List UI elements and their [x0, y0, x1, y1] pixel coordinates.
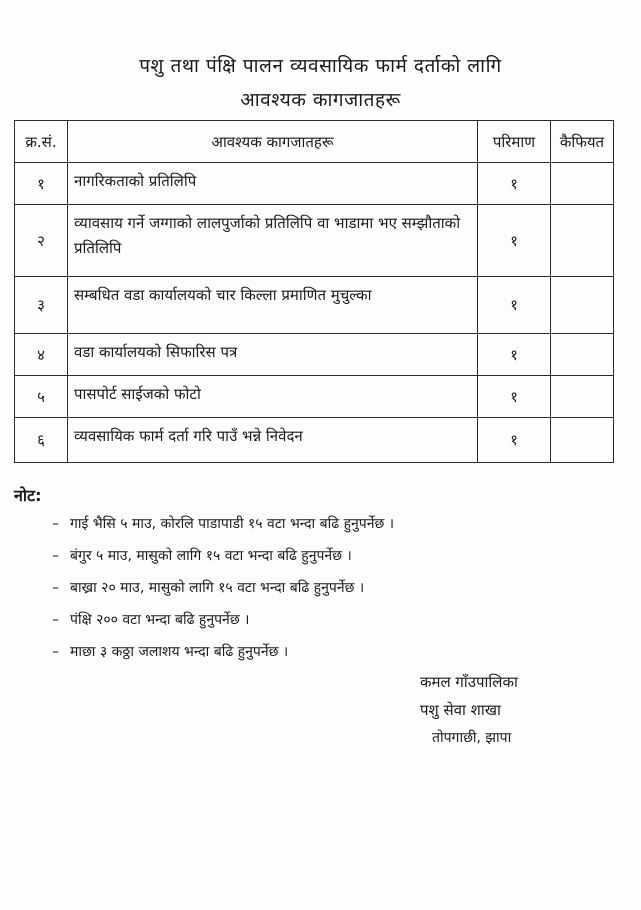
- row-sn: १: [15, 163, 68, 205]
- required-documents-table: [14, 120, 614, 463]
- table-row: [15, 277, 614, 334]
- note-text: माछा ३ कठ्ठा जलाशय भन्दा बढि हुनुपर्नेछ ।: [70, 644, 289, 660]
- row-quantity: १: [478, 277, 551, 334]
- row-document: व्यवसायिक फार्म दर्ता गरि पाउँ भन्ने निवेदन: [68, 418, 478, 463]
- notes-list: [52, 508, 622, 668]
- row-sn: ५: [15, 376, 68, 418]
- list-item: [52, 572, 622, 604]
- header-sn: क्र.सं.: [15, 121, 68, 163]
- row-remarks: [551, 205, 614, 277]
- list-item: [52, 508, 622, 540]
- dash-bullet: –: [52, 644, 59, 660]
- list-item: [52, 604, 622, 636]
- section-name: पशु सेवा शाखा: [420, 701, 501, 719]
- document-title: पशु तथा पंक्षि पालन व्यवसायिक फार्म दर्ताको लागि: [139, 55, 502, 77]
- row-quantity: १: [478, 376, 551, 418]
- list-item: [52, 636, 622, 668]
- row-document: नागरिकताको प्रतिलिपि: [68, 163, 478, 205]
- header-document: आवश्यक कागजातहरू: [68, 121, 478, 163]
- dash-bullet: –: [52, 580, 59, 596]
- row-remarks: [551, 163, 614, 205]
- row-sn: २: [15, 205, 68, 277]
- row-quantity: १: [478, 205, 551, 277]
- list-item: [52, 540, 622, 572]
- row-document: व्यावसाय गर्ने जग्गाको लालपुर्जाको प्रतिलिपि वा भाडामा भए सम्झौताको प्रतिलिपि: [68, 205, 478, 277]
- dash-bullet: –: [52, 548, 59, 564]
- document-subtitle: आवश्यक कागजातहरू: [240, 89, 401, 111]
- note-text: गाई भैसि ५ माउ, कोरलि पाडापाडी १५ वटा भन्दा बढि हुनुपर्नेछ ।: [70, 516, 395, 532]
- table-row: [15, 376, 614, 418]
- signature-block: [420, 668, 518, 752]
- table-header-row: [15, 121, 614, 163]
- dash-bullet: –: [52, 516, 59, 532]
- row-document: सम्बधित वडा कार्यालयको चार किल्ला प्रमाणित मुचुल्का: [68, 277, 478, 334]
- header-remarks: कैफियत: [551, 121, 614, 163]
- row-remarks: [551, 277, 614, 334]
- note-text: बाख्रा २० माउ, मासुको लागि १५ वटा भन्दा बढि हुनुपर्नेछ ।: [70, 580, 365, 596]
- office-address: तोपगाछी, झापा: [432, 730, 512, 746]
- row-remarks: [551, 334, 614, 376]
- header-quantity: परिमाण: [478, 121, 551, 163]
- row-remarks: [551, 376, 614, 418]
- row-sn: ३: [15, 277, 68, 334]
- row-sn: ४: [15, 334, 68, 376]
- office-name: कमल गाँउपालिका: [420, 673, 518, 691]
- row-quantity: १: [478, 334, 551, 376]
- row-document: वडा कार्यालयको सिफारिस पत्र: [68, 334, 478, 376]
- dash-bullet: –: [52, 612, 59, 628]
- table-row: [15, 418, 614, 463]
- row-quantity: १: [478, 418, 551, 463]
- row-quantity: १: [478, 163, 551, 205]
- note-text: बंगुर ५ माउ, मासुको लागि १५ वटा भन्दा बढि हुनुपर्नेछ ।: [70, 548, 352, 564]
- table-row: [15, 334, 614, 376]
- row-remarks: [551, 418, 614, 463]
- note-text: पंक्षि २०० वटा भन्दा बढि हुनुपर्नेछ ।: [70, 612, 250, 628]
- table-row: [15, 205, 614, 277]
- row-sn: ६: [15, 418, 68, 463]
- table-row: [15, 163, 614, 205]
- notes-heading: नोट:: [14, 486, 42, 505]
- row-document: पासपोर्ट साईजको फोटो: [68, 376, 478, 418]
